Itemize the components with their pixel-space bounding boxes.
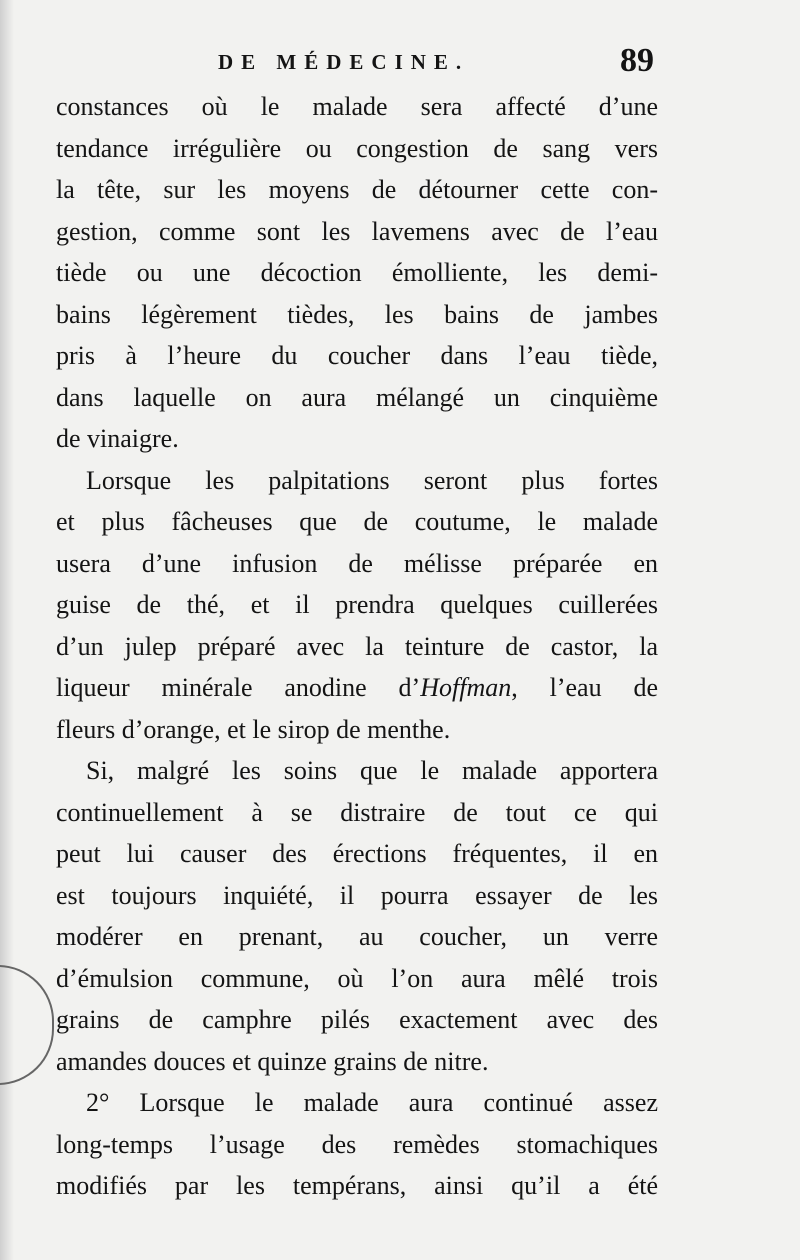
text-line: constances où le malade sera affecté d’une — [56, 92, 658, 121]
line-part: liqueur minérale anodine d’ — [56, 673, 421, 702]
paragraph-start-line: 2° Lorsque le malade aura continué assez — [86, 1088, 658, 1117]
running-title: DE MÉDECINE. — [218, 50, 470, 74]
text-line: dans laquelle on aura mélangé un cinquième — [56, 382, 658, 412]
text-line: gestion, comme sont les lavemens avec de l’eau — [56, 216, 658, 246]
text-line: tiède ou une décoction émolliente, les demi- — [56, 258, 658, 287]
page-header — [0, 42, 800, 92]
line-part: , l’eau de — [511, 673, 658, 702]
italic-name: Hoffman — [420, 673, 512, 702]
paragraph-end-line: fleurs d’orange, et le sirop de menthe. — [56, 714, 451, 744]
paragraph-start-line: Si, malgré les soins que le malade apportera — [86, 756, 658, 785]
text-line: et plus fâcheuses que de coutume, le malade — [56, 507, 658, 536]
text-line: modérer en prenant, au coucher, un verre — [56, 922, 658, 951]
margin-bracket-mark — [0, 965, 54, 1085]
text-line: guise de thé, et il prendra quelques cuillerées — [56, 590, 658, 619]
text-line: tendance irrégulière ou congestion de sang vers — [56, 133, 658, 163]
text-line: grains de camphre pilés exactement avec des — [56, 1005, 658, 1034]
text-line: modifiés par les tempérans, ainsi qu’il a été — [56, 1171, 658, 1200]
body-text — [56, 86, 658, 1207]
text-line: peut lui causer des érections fréquentes, il en — [56, 839, 658, 868]
text-line: est toujours inquiété, il pourra essayer de les — [56, 880, 658, 910]
text-line: d’émulsion commune, où l’on aura mêlé trois — [56, 963, 658, 993]
text-line: long-temps l’usage des remèdes stomachiques — [56, 1129, 658, 1159]
page-number: 89 — [620, 42, 654, 79]
paragraph-end-line: de vinaigre. — [56, 424, 179, 453]
text-line: usera d’une infusion de mélisse préparée en — [56, 548, 658, 578]
text-line: la tête, sur les moyens de détourner cette con- — [56, 175, 658, 204]
text-line: continuellement à se distraire de tout ce qui — [56, 797, 658, 827]
text-line-with-italic — [56, 667, 658, 709]
text-line: pris à l’heure du coucher dans l’eau tiède, — [56, 341, 658, 370]
text-line: bains légèrement tièdes, les bains de jambes — [56, 299, 658, 329]
text-line: d’un julep préparé avec la teinture de castor, la — [56, 631, 658, 661]
paragraph-start-line: Lorsque les palpitations seront plus fortes — [86, 465, 658, 495]
paragraph-end-line: amandes douces et quinze grains de nitre. — [56, 1046, 489, 1076]
